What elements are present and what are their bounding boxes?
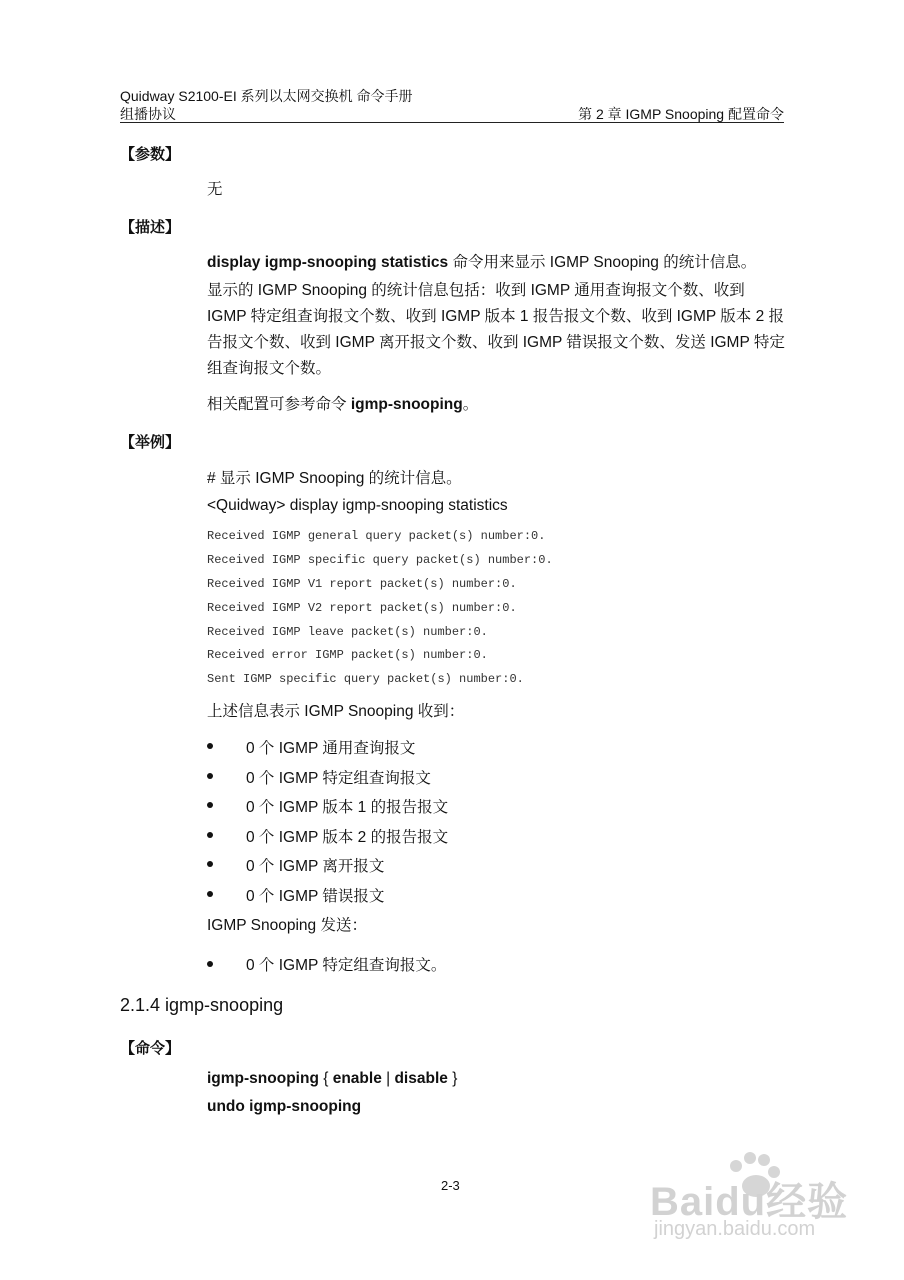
sent-label: IGMP Snooping 发送： (207, 917, 367, 934)
bullet-icon (207, 891, 213, 897)
list-item: 0 个 IGMP 离开报文 (246, 858, 385, 875)
desc-heading: 【描述】 (120, 219, 181, 236)
list-item: 0 个 IGMP 特定组查询报文。 (246, 957, 447, 974)
example-heading: 【举例】 (120, 434, 181, 451)
command-heading: 【命令】 (120, 1040, 181, 1057)
syntax-command: igmp-snooping (207, 1070, 319, 1087)
syntax-brace-close: } (447, 1070, 458, 1087)
header-rule (120, 122, 784, 123)
bullet-icon (207, 773, 213, 779)
bullet-icon (207, 861, 213, 867)
desc-line1 (207, 250, 756, 272)
output-line: Received IGMP V1 report packet(s) number:0. (207, 577, 517, 591)
desc-related (207, 392, 478, 414)
undo-command: undo igmp-snooping (207, 1098, 362, 1115)
syntax-disable: disable (394, 1070, 448, 1087)
header-manual-title: Quidway S2100-EI 系列以太网交换机 命令手册 (120, 88, 413, 104)
watermark-url: jingyan.baidu.com (654, 1218, 816, 1240)
output-line: Sent IGMP specific query packet(s) number:0. (207, 672, 524, 686)
bullet-icon (207, 743, 213, 749)
output-line: Received IGMP V2 report packet(s) number:0. (207, 601, 517, 615)
list-item: 0 个 IGMP 错误报文 (246, 888, 385, 905)
desc-related-prefix: 相关配置可参考命令 (207, 396, 351, 413)
output-line: Received error IGMP packet(s) number:0. (207, 648, 488, 662)
desc-paragraph: 显示的 IGMP Snooping 的统计信息包括：收到 IGMP 通用查询报文个数、收到 IGMP 特定组查询报文个数、收到 IGMP 版本 1 报告报文个数、收到 IGMP 版本 2 报告报文个数、收到 IGMP 离开报文个数、收到 IGMP 错误报文个数、发送 IGMP 特定组查询报文个数。 (207, 282, 785, 377)
watermark-brand: Baidu经验 (650, 1180, 849, 1224)
syntax-brace-open: { (318, 1070, 333, 1087)
example-summary: 上述信息表示 IGMP Snooping 收到： (207, 703, 465, 720)
header-section-name: 组播协议 (120, 106, 176, 122)
desc-command: display igmp-snooping statistics (207, 254, 449, 271)
list-item: 0 个 IGMP 版本 2 的报告报文 (246, 829, 449, 846)
page-number: 2-3 (441, 1178, 460, 1193)
list-item: 0 个 IGMP 特定组查询报文 (246, 770, 431, 787)
header-chapter-title: 第 2 章 IGMP Snooping 配置命令 (578, 106, 784, 122)
bullet-icon (207, 961, 213, 967)
command-syntax (207, 1070, 457, 1088)
section-title: 2.1.4 igmp-snooping (120, 995, 284, 1015)
output-line: Received IGMP leave packet(s) number:0. (207, 625, 488, 639)
desc-related-command: igmp-snooping (350, 396, 463, 413)
output-line: Received IGMP specific query packet(s) number:0. (207, 553, 553, 567)
syntax-separator: | (381, 1070, 395, 1087)
example-comment: # 显示 IGMP Snooping 的统计信息。 (207, 470, 462, 487)
output-line: Received IGMP general query packet(s) number:0. (207, 529, 546, 543)
desc-line1-text: 命令用来显示 IGMP Snooping 的统计信息。 (448, 254, 757, 271)
desc-related-suffix: 。 (462, 396, 479, 413)
params-value: 无 (207, 181, 223, 198)
example-prompt: <Quidway> display igmp-snooping statistics (207, 497, 508, 514)
bullet-icon (207, 802, 213, 808)
syntax-enable: enable (332, 1070, 382, 1087)
bullet-icon (207, 832, 213, 838)
params-heading: 【参数】 (120, 146, 181, 163)
list-item: 0 个 IGMP 版本 1 的报告报文 (246, 799, 449, 816)
baidu-watermark (640, 1148, 860, 1248)
list-item: 0 个 IGMP 通用查询报文 (246, 740, 416, 757)
